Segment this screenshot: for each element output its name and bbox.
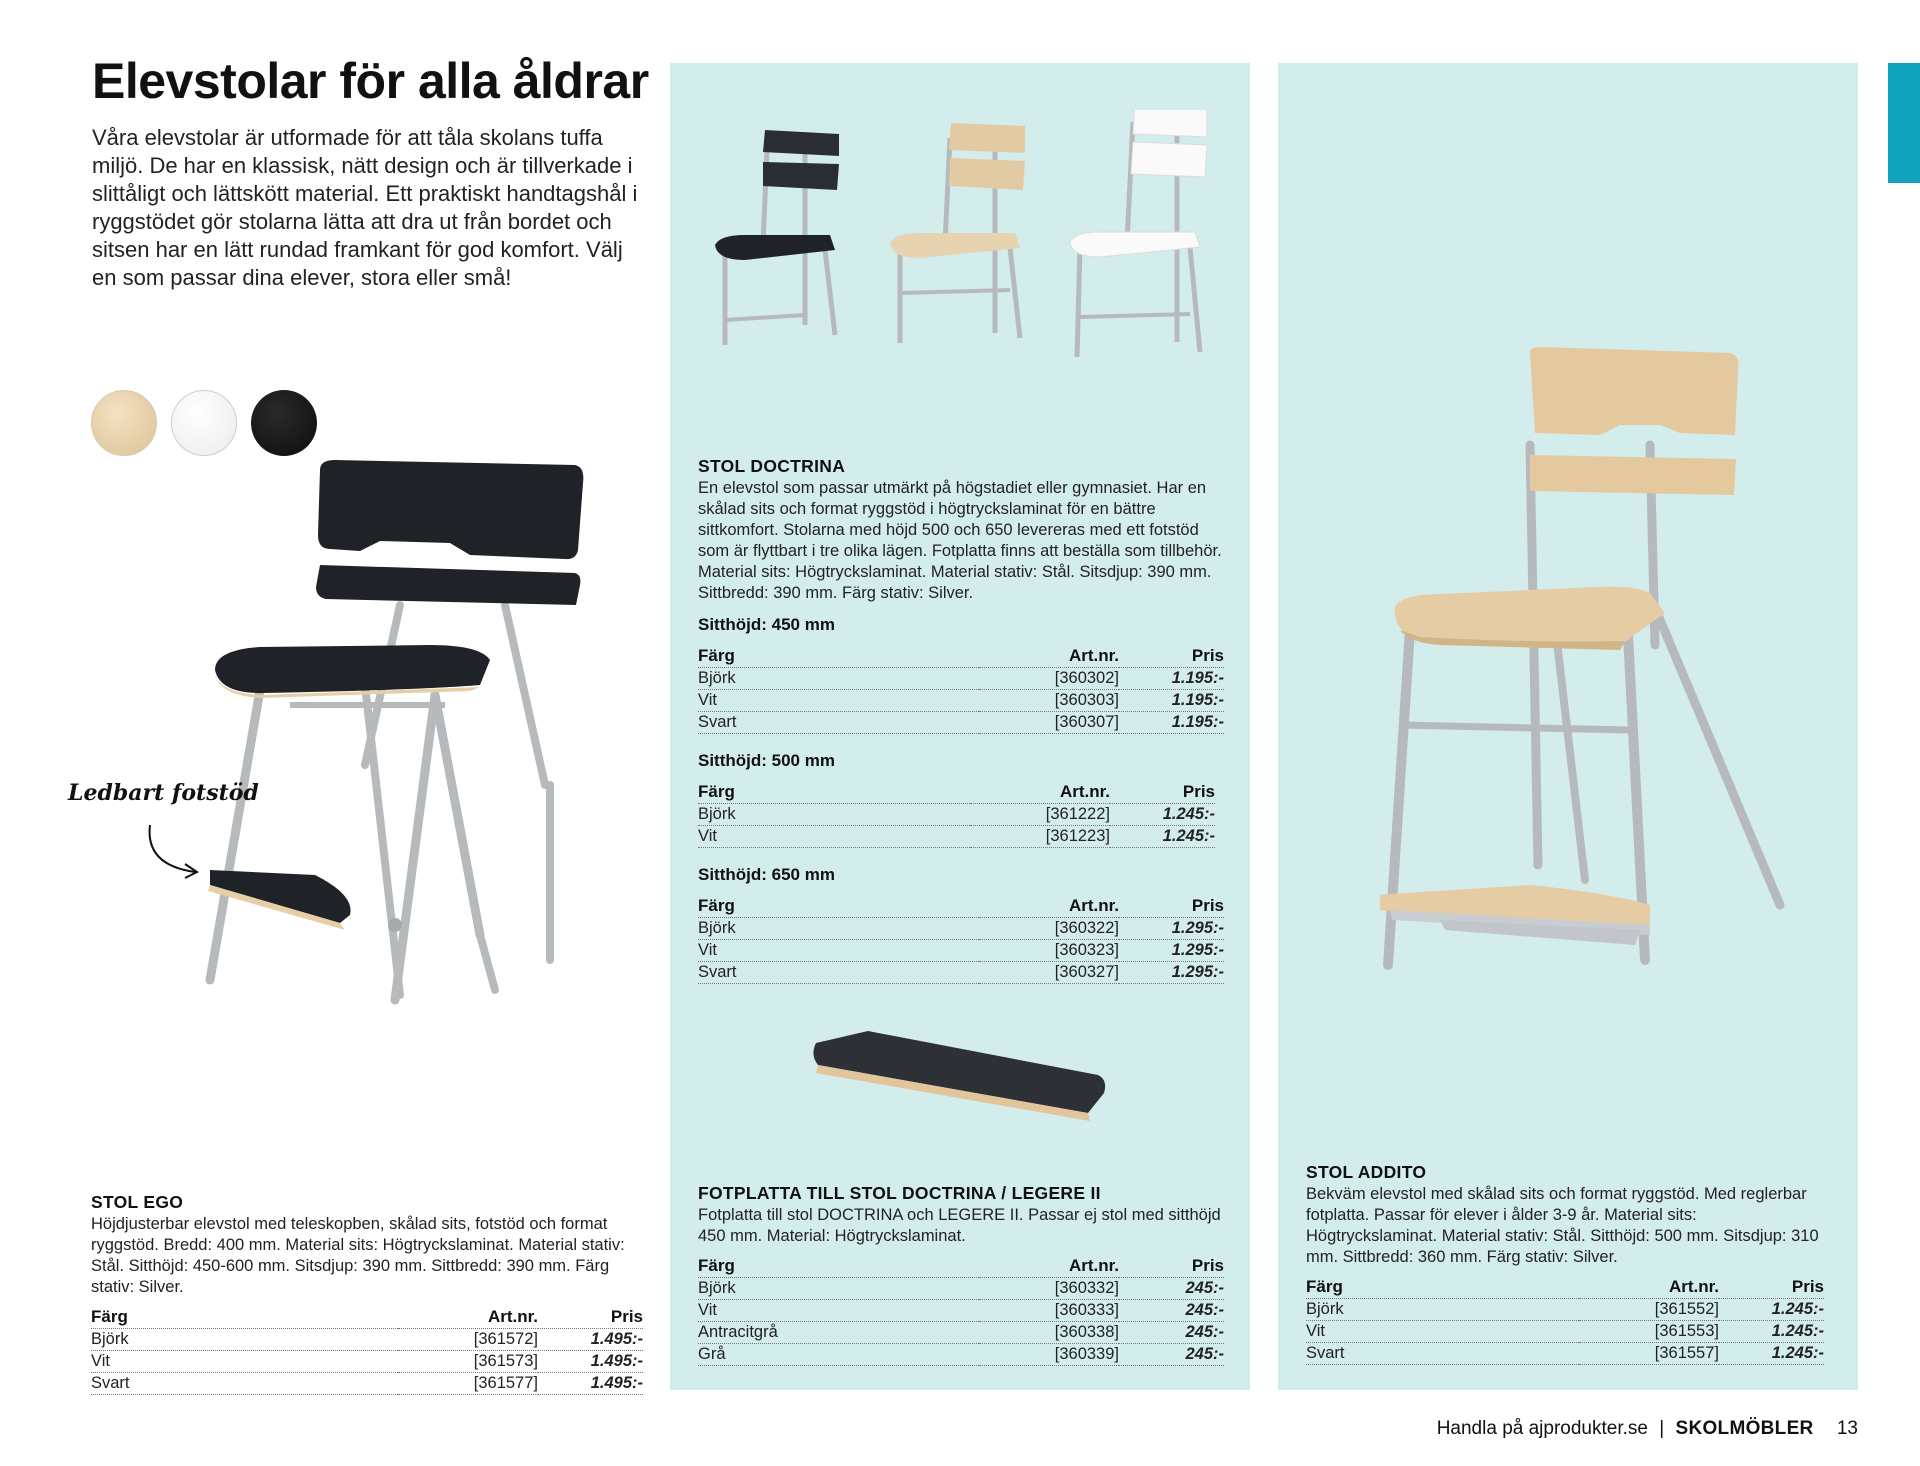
product-description: Höjdjusterbar elevstol med teleskopben, skålad sits, fotstöd och format ryggstöd. Bredd: 400 mm. Material sits: Högtryckslaminat. Material stativ: Stål. Sitthöjd: 450-600 mm. Sitsdjup: 390 mm. Sittbredd: 390 mm. Färg stativ: Silver.: [91, 1215, 625, 1296]
table-row: [698, 1322, 1224, 1344]
color-swatch-white: [171, 390, 237, 456]
row-price: 1.495:-: [538, 1351, 643, 1373]
row-art: [360303]: [979, 690, 1119, 712]
row-art: [360332]: [979, 1278, 1119, 1300]
price-table: [698, 1253, 1224, 1366]
row-color: Björk: [1306, 1299, 1579, 1321]
product-name: STOL ADDITO: [1306, 1162, 1427, 1182]
table-row: [91, 1373, 643, 1395]
header-art: Art.nr.: [398, 1304, 538, 1329]
row-price: 1.195:-: [1119, 712, 1224, 734]
table-row: [698, 918, 1224, 940]
row-price: 1.245:-: [1719, 1343, 1824, 1365]
table-row: [1306, 1343, 1824, 1365]
row-color: Björk: [698, 668, 979, 690]
header-price: Pris: [1719, 1274, 1824, 1299]
header-color: Färg: [698, 779, 970, 804]
row-price: 1.295:-: [1119, 918, 1224, 940]
row-price: 1.295:-: [1119, 962, 1224, 984]
row-price: 245:-: [1119, 1278, 1224, 1300]
table-row: [698, 668, 1224, 690]
price-table: [1306, 1274, 1824, 1365]
table-row: [698, 712, 1224, 734]
table-header-row: [698, 779, 1215, 804]
table-row: [698, 940, 1224, 962]
table-row: [698, 962, 1224, 984]
header-art: Art.nr.: [979, 1253, 1119, 1278]
page-footer: [1437, 1418, 1858, 1440]
row-art: [360327]: [979, 962, 1119, 984]
row-price: 1.245:-: [1110, 804, 1215, 826]
footer-site: Handla på ajprodukter.se: [1436, 1418, 1648, 1439]
product-ego: [91, 1192, 643, 1395]
row-art: [361573]: [398, 1351, 538, 1373]
header-color: Färg: [698, 893, 979, 918]
header-color: Färg: [698, 643, 979, 668]
curved-arrow-icon: [140, 820, 210, 880]
row-art: [361223]: [970, 826, 1110, 848]
header-art: Art.nr.: [979, 893, 1119, 918]
row-color: Björk: [698, 918, 979, 940]
doctrina-chairs-image: [705, 110, 1225, 370]
header-art: Art.nr.: [1579, 1274, 1719, 1299]
row-color: Svart: [698, 962, 979, 984]
row-art: [360307]: [979, 712, 1119, 734]
row-art: [360333]: [979, 1300, 1119, 1322]
row-color: Svart: [91, 1373, 398, 1395]
row-art: [361222]: [970, 804, 1110, 826]
table-header-row: [91, 1304, 643, 1329]
seat-height-title: Sitthöjd: 500 mm: [698, 751, 835, 770]
header-price: Pris: [1119, 1253, 1224, 1278]
table-header-row: [698, 1253, 1224, 1278]
header-art: Art.nr.: [979, 643, 1119, 668]
row-price: 1.245:-: [1719, 1321, 1824, 1343]
header-color: Färg: [91, 1304, 398, 1329]
row-color: Vit: [698, 940, 979, 962]
row-art: [361553]: [1579, 1321, 1719, 1343]
header-price: Pris: [1110, 779, 1215, 804]
section-tab: [1888, 63, 1920, 183]
table-row: [1306, 1321, 1824, 1343]
table-row: [698, 826, 1215, 848]
row-art: [360339]: [979, 1344, 1119, 1366]
row-color: Vit: [698, 826, 970, 848]
product-description: Bekväm elevstol med skålad sits och format ryggstöd. Med reglerbar fotplatta. Passar för elever i ålder 3-9 år. Material sits: Högtryckslaminat. Material stativ: Stål. Sitthöjd: 500 mm. Sitsdjup: 310 mm. Sittbredd: 360 mm. Färg stativ: Silver.: [1306, 1185, 1819, 1266]
row-art: [360322]: [979, 918, 1119, 940]
price-table: [91, 1304, 643, 1395]
table-row: [698, 690, 1224, 712]
table-header-row: [698, 893, 1224, 918]
row-price: 245:-: [1119, 1322, 1224, 1344]
row-price: 245:-: [1119, 1300, 1224, 1322]
table-row: [91, 1351, 643, 1373]
addito-chair-image: [1380, 345, 1800, 985]
product-name: STOL EGO: [91, 1192, 184, 1212]
color-swatch-birch: [91, 390, 157, 456]
seat-height-title: Sitthöjd: 650 mm: [698, 865, 835, 884]
footrest-plate-image: [808, 1025, 1112, 1125]
product-addito: [1306, 1162, 1824, 1365]
row-art: [361552]: [1579, 1299, 1719, 1321]
color-swatch-black: [251, 390, 317, 456]
header-art: Art.nr.: [970, 779, 1110, 804]
header-price: Pris: [1119, 643, 1224, 668]
row-art: [361577]: [398, 1373, 538, 1395]
table-row: [698, 1300, 1224, 1322]
row-art: [360338]: [979, 1322, 1119, 1344]
row-price: 1.195:-: [1119, 690, 1224, 712]
row-color: Björk: [698, 804, 970, 826]
product-description: En elevstol som passar utmärkt på högstadiet eller gymnasiet. Har en skålad sits och format ryggstöd i högtryckslaminat för en bättre sittkomfort. Stolarna med höjd 500 och 650 levereras med ett fotstöd som är flyttbart i tre olika lägen. Fotplatta finns att beställa som tillbehör. Material sits: Högtryckslaminat. Material stativ: Stål. Sitsdjup: 390 mm. Sittbredd: 390 mm. Färg stativ: Silver.: [698, 479, 1222, 602]
price-table: [698, 643, 1224, 734]
table-row: [1306, 1299, 1824, 1321]
header-color: Färg: [1306, 1274, 1579, 1299]
row-price: 245:-: [1119, 1344, 1224, 1366]
product-description: Fotplatta till stol DOCTRINA och LEGERE II. Passar ej stol med sitthöjd 450 mm. Material: Högtryckslaminat.: [698, 1206, 1221, 1245]
header-price: Pris: [1119, 893, 1224, 918]
row-color: Antracitgrå: [698, 1322, 979, 1344]
row-color: Vit: [698, 690, 979, 712]
row-art: [361557]: [1579, 1343, 1719, 1365]
price-table: [698, 893, 1224, 984]
row-price: 1.245:-: [1110, 826, 1215, 848]
table-row: [698, 804, 1215, 826]
product-fotplatta: [698, 1183, 1224, 1366]
seat-height-title: Sitthöjd: 450 mm: [698, 615, 835, 634]
row-price: 1.295:-: [1119, 940, 1224, 962]
row-color: Björk: [91, 1329, 398, 1351]
price-table: [698, 779, 1215, 848]
page-number: 13: [1836, 1418, 1858, 1439]
header-color: Färg: [698, 1253, 979, 1278]
footer-section: SKOLMÖBLER: [1675, 1418, 1814, 1439]
table-row: [698, 1278, 1224, 1300]
product-doctrina: [698, 456, 1224, 984]
row-color: Svart: [1306, 1343, 1579, 1365]
product-name: FOTPLATTA TILL STOL DOCTRINA / LEGERE II: [698, 1183, 1101, 1203]
row-color: Vit: [698, 1300, 979, 1322]
table-row: [698, 1344, 1224, 1366]
table-row: [91, 1329, 643, 1351]
row-color: Grå: [698, 1344, 979, 1366]
footer-divider: |: [1659, 1418, 1665, 1439]
ego-chair-image: [180, 455, 600, 1035]
row-art: [360323]: [979, 940, 1119, 962]
row-color: Svart: [698, 712, 979, 734]
row-price: 1.495:-: [538, 1329, 643, 1351]
row-price: 1.245:-: [1719, 1299, 1824, 1321]
table-header-row: [1306, 1274, 1824, 1299]
row-color: Björk: [698, 1278, 979, 1300]
row-art: [361572]: [398, 1329, 538, 1351]
row-color: Vit: [1306, 1321, 1579, 1343]
row-price: 1.195:-: [1119, 668, 1224, 690]
table-header-row: [698, 643, 1224, 668]
header-price: Pris: [538, 1304, 643, 1329]
product-name: STOL DOCTRINA: [698, 456, 846, 476]
row-art: [360302]: [979, 668, 1119, 690]
intro-paragraph: Våra elevstolar är utformade för att tåla skolans tuffa miljö. De har en klassisk, nätt design och är tillverkade i slittåligt och lättskött material. Ett praktiskt handtagshål i ryggstödet gör stolarna lätta att dra ut från bordet och sitsen har en lätt rundad framkant för god komfort. Välj en som passar dina elever, stora eller små!: [92, 125, 638, 290]
row-price: 1.495:-: [538, 1373, 643, 1395]
annotation-label: Ledbart fotstöd: [68, 780, 259, 806]
row-color: Vit: [91, 1351, 398, 1373]
page-title: Elevstolar för alla åldrar: [92, 53, 649, 109]
